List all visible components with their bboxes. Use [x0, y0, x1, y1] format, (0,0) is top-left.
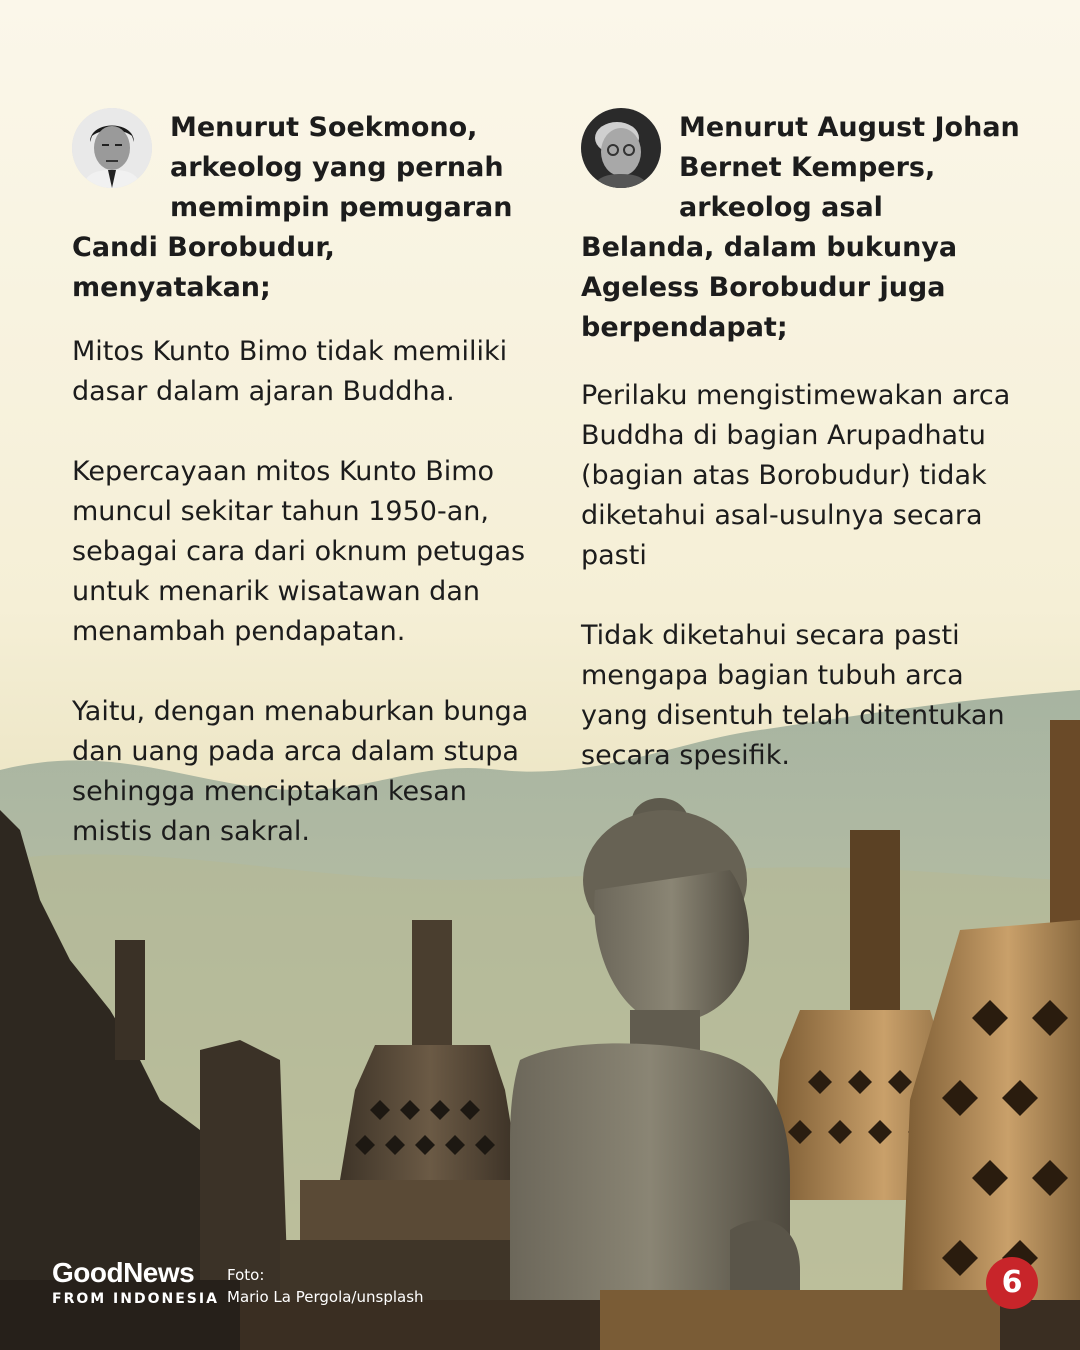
left-paragraph-2: Kepercayaan mitos Kunto Bimo muncul sekitar tahun 1950-an, sebagai cara dari oknum petugas untuk menarik wisatawan dan menambah pendapatan.: [72, 456, 526, 647]
photo-credit: [227, 1264, 424, 1308]
logo-main-text: GoodNews: [52, 1257, 195, 1288]
goodnews-logo: [52, 1258, 219, 1308]
left-paragraph-3: Yaitu, dengan menaburkan bunga dan uang pada arca dalam stupa sehingga menciptakan kesan mistis dan sakral.: [72, 696, 529, 847]
left-column: [72, 108, 542, 852]
soekmono-portrait: [72, 108, 152, 188]
page-number-badge: 6: [986, 1257, 1038, 1309]
right-paragraph-1: Perilaku mengistimewakan arca Buddha di bagian Arupadhatu (bagian atas Borobudur) tidak diketahui asal-usulnya secara pasti: [581, 380, 1011, 571]
right-paragraph-2: Tidak diketahui secara pasti mengapa bagian tubuh arca yang disentuh telah ditentukan secara spesifik.: [581, 620, 1005, 771]
left-paragraph-1: Mitos Kunto Bimo tidak memiliki dasar dalam ajaran Buddha.: [72, 336, 508, 407]
kempers-portrait: [581, 108, 661, 188]
photo-credit-source: Mario La Pergola/unsplash: [227, 1288, 424, 1306]
right-column: [581, 108, 1021, 776]
logo-sub-text: FROM INDONESIA: [52, 1291, 219, 1307]
photo-credit-label: Foto:: [227, 1266, 265, 1284]
right-heading: Menurut August Johan Bernet Kempers, arkeolog asal Belanda, dalam bukunya Ageless Borobudur juga berpendapat;: [581, 112, 1020, 343]
left-heading: Menurut Soekmono, arkeolog yang pernah memimpin pemugaran Candi Borobudur, menyatakan;: [72, 112, 513, 303]
